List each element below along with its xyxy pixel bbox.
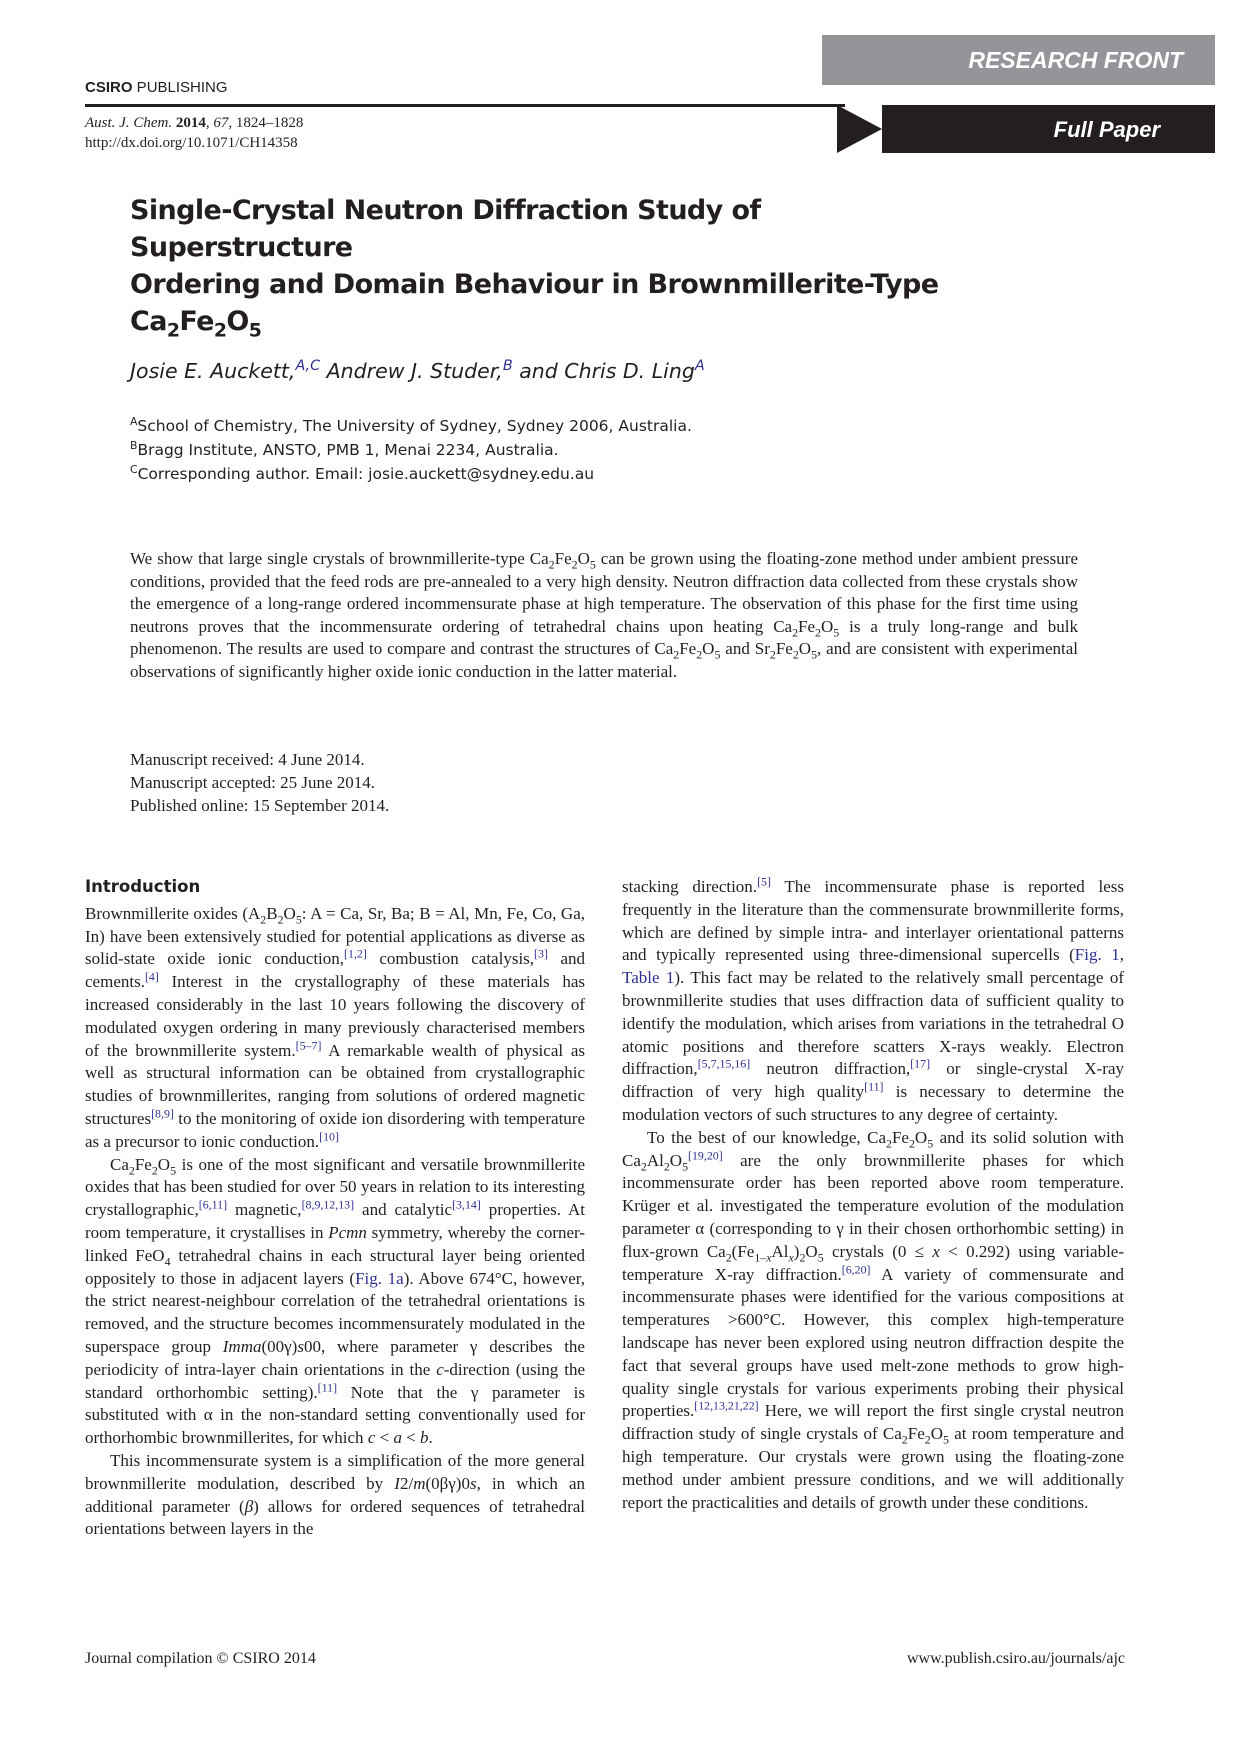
research-front-banner: RESEARCH FRONT [822,35,1215,85]
article-title: Single-Crystal Neutron Diffraction Study of Superstructure Ordering and Domain Behaviour in Brownmillerite-Type $Ca_2Fe_2O_5$ [130,195,939,342]
paragraph: Brownmillerite oxides ($A_2B_2O_5$: A = Ca, Sr, Ba; B = Al, Mn, Fe, Co, Ga, In) have been extensively studied for potential applications as diverse as solid-state oxide ionic conduction,[1,2] combustion catalysis,[3] and cements.[4] Interest in the crystallography of these materials has increased considerably in the last 10 years following the discovery of modulated oxygen ordering in many previously characterised members of the brownmillerite system.[5–7] A remarkable wealth of physical as well as structural information can be obtained from crystallographic studies of brownmillerites, ranging from solutions of ordered magnetic structures[8,9] to the monitoring of oxide ion disordering with temperature as a precursor to ionic conduction.[10] [85,903,586,1151]
paragraph: stacking direction.[5] The incommensurate phase is reported less frequently in the literature than the commensurate brownmillerite forms, which are defined by simple intra- and interlayer orientational patterns and typically represented using three-dimensional supercells (Fig. 1, Table 1). This fact may be related to the relatively small percentage of brownmillerite studies that uses diffraction data of sufficient quality to identify the modulation, which arises from variations in the tetrahedral O atomic positions and therefore scatters X-rays weakly. Electron diffraction,[5,7,15,16] neutron diffraction,[17] or single-crystal X-ray diffraction of very high quality[11] is necessary to determine the modulation vectors of such structures to any degree of certainty. [622,874,1125,1124]
affiliation-a: $^A$School of Chemistry, The University of Sydney, Sydney 2006, Australia. [130,414,692,435]
paragraph: This incommensurate system is a simplification of the more general brownmillerite modulation, described by I2/m(0βγ)0s, in which an additional parameter (β) allows for ordered sequences of tetrahedral orientations between layers in the [85,1450,585,1539]
full-paper-banner: Full Paper [837,105,1215,153]
manuscript-dates: Manuscript received: 4 June 2014. Manuscript accepted: 25 June 2014. Published online: 15 September 2014. [130,750,390,815]
header-rule [85,104,845,107]
affiliation-c: $^C$Corresponding author. Email: josie.auckett@sydney.edu.au [130,462,595,483]
publisher-label: CSIRO PUBLISHING [85,79,228,96]
figure-link[interactable]: Fig. 1 [1074,945,1120,965]
section-heading: Introduction [85,877,201,896]
abstract: We show that large single crystals of brownmillerite-type $Ca_2Fe_2O_5$ can be grown using the floating-zone method under ambient pressure conditions, provided that the feed rods are pre-annealed to a very high density. Neutron diffraction data collected from these crystals show the emergence of a long-range ordered incommensurate phase at high temperature. The observation of this phase for the first time using neutrons proves that the incommensurate ordering of tetrahedral chains upon heating $Ca_2Fe_2O_5$ is a truly long-range and bulk phenomenon. The results are used to compare and contrast the structures of $Ca_2Fe_2O_5$ and $Sr_2Fe_2O_5$, and are consistent with experimental observations of significantly higher oxide ionic conduction in the latter material. [130,549,1078,681]
paragraph: $Ca_2Fe_2O_5$ is one of the most significant and versatile brownmillerite oxides that has been studied for over 50 years in relation to its interesting crystallographic,[6,11] magnetic,[8,9,12,13] and catalytic[3,14] properties. At room temperature, it crystallises in Pcmn symmetry, whereby the corner-linked FeO$_4$ tetrahedral chains in each structural layer being oriented oppositely to those in adjacent layers (Fig. 1a). Above 674°C, however, the strict nearest-neighbour correlation of the tetrahedral orientations is removed, and the structure becomes incommensurately modulated in the superspace group Imma(00γ)s00, where parameter γ describes the periodicity of intra-layer chain orientations in the c-direction (using the standard orthorhombic setting).[11] Note that the γ parameter is substituted with α in the non-standard setting conventionally used for orthorhombic brownmillerites, for which c < a < b. [85,1154,586,1448]
banner-arrow-shape [837,105,882,153]
citation: Aust. J. Chem. 2014, 67, 1824–1828 http://dx.doi.org/10.1071/CH14358 [85,115,304,151]
doi-link[interactable]: http://dx.doi.org/10.1071/CH14358 [85,135,298,151]
footer-url[interactable]: www.publish.csiro.au/journals/ajc [906,1650,1125,1667]
affiliations [130,414,692,486]
affiliation-b: $^B$Bragg Institute, ANSTO, PMB 1, Menai 2234, Australia. [130,438,559,459]
body-column-left [85,876,585,1541]
figure-link[interactable]: Fig. 1a [355,1268,404,1288]
footer-copyright: Journal compilation © CSIRO 2014 [85,1650,316,1667]
body-column-right [622,876,1124,1514]
paragraph: To the best of our knowledge, $Ca_2Fe_2O_5$ and its solid solution with $Ca_2Al_2O_5[19,20]$ are the only brownmillerite phases for which incommensurate order has been reported above room temperature. Krüger et al. investigated the temperature evolution of the modulation parameter α (corresponding to γ in their chosen orthorhombic setting) in flux-grown $Ca_2(Fe_{1-x}Al_x)_2O_5$ crystals (0 ≤ x < 0.292) using variable-temperature X-ray diffraction.[6,20] A variety of commensurate and incommensurate phases were identified for the various compositions at temperatures >600°C. However, this complex high-temperature landscape has never been explored using neutron diffraction despite the fact that several groups have used melt-zone methods to grow high-quality single crystals for various experiments probing their physical properties.[12,13,21,22] Here, we will report the first single crystal neutron diffraction study of single crystals of $Ca_2Fe_2O_5$ at room temperature and high temperature. Our crystals were grown using the floating-zone method under ambient pressure conditions, and we will additionally report the practicalities and details of growth under these conditions. [622,1127,1124,1512]
table-link[interactable]: Table 1 [622,968,675,988]
author-list: Josie E. Auckett,$^{A,C}$ Andrew J. Studer,$^B$ and Chris D. Ling$^A$ [130,358,705,383]
